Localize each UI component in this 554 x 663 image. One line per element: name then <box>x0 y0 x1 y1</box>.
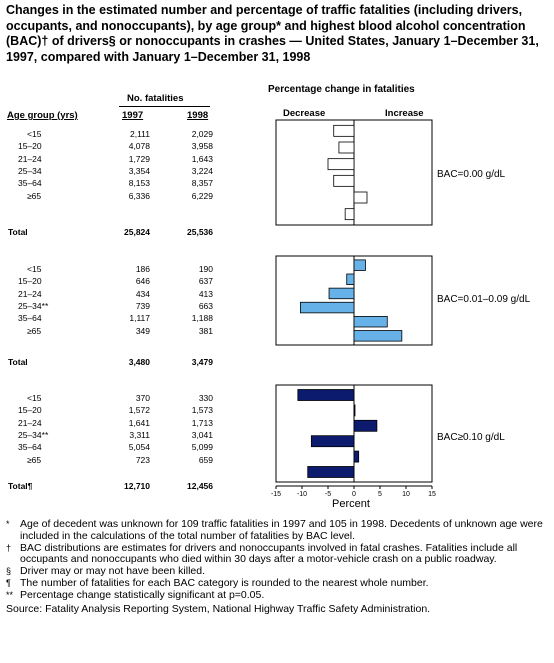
age-cell: 15–20 <box>18 276 42 287</box>
bar-3-4 <box>311 436 354 447</box>
value-1998-cell: 330 <box>198 393 213 403</box>
value-1997-cell: 723 <box>135 454 150 465</box>
footnote-5: ** Percentage change statistically significant at p=0.05. <box>6 588 265 601</box>
x-tick-label: 0 <box>352 491 356 498</box>
bar-3-1 <box>298 390 354 401</box>
total-1998-cell: 3,479 <box>191 357 213 367</box>
value-1998-cell: 1,573 <box>191 405 213 416</box>
age-cell: <15 <box>27 264 42 274</box>
bar-1-2 <box>339 142 354 153</box>
bar-2-6 <box>354 331 402 342</box>
value-1997-cell: 5,054 <box>128 442 150 453</box>
value-1997-cell: 6,336 <box>128 190 150 201</box>
age-cell: ≥65 <box>27 190 42 201</box>
bar-1-1 <box>334 125 354 136</box>
value-1998-cell: 663 <box>198 300 213 311</box>
bar-1-6 <box>345 209 354 220</box>
age-cell: 35–64 <box>18 313 42 324</box>
bar-2-1 <box>354 260 365 271</box>
value-1998-cell: 1,713 <box>191 417 213 428</box>
x-tick-label: -5 <box>324 491 332 498</box>
age-cell: ≥65 <box>27 454 42 465</box>
value-1997-cell: 739 <box>135 300 150 311</box>
year-1998-header: 1998 <box>187 110 209 121</box>
age-cell: 21–24 <box>18 153 42 164</box>
total-1998-cell: 25,536 <box>187 227 213 237</box>
footnote-2: † BAC distributions are estimates for drivers and nonoccupants involved in fatal crashes. Fatalities include all occupants and nonoccupants who died within 30 days after a motor-vehicle crash on a public roadway. <box>6 541 518 566</box>
bar-3-3 <box>354 420 377 431</box>
value-1998-cell: 1,188 <box>191 313 213 324</box>
age-cell: ≥65 <box>27 325 42 336</box>
x-tick-label: -15 <box>270 491 282 498</box>
value-1997-cell: 186 <box>135 264 150 274</box>
value-1997-cell: 8,153 <box>128 178 150 189</box>
x-tick-label: 10 <box>402 491 410 498</box>
age-cell: 21–24 <box>18 288 42 299</box>
value-1998-cell: 659 <box>198 454 213 465</box>
age-cell: 25–34** <box>18 300 49 311</box>
source-note: Source: Fatality Analysis Reporting System, National Highway Traffic Safety Administration. <box>6 602 431 615</box>
value-1998-cell: 8,357 <box>191 178 213 189</box>
footnote-1: * Age of decedent was unknown for 109 traffic fatalities in 1997 and 105 in 1998. Decedents of unknown age were included in the calculations of the total number of fatalities by BAC level. <box>6 518 543 542</box>
value-1997-cell: 3,354 <box>128 165 150 176</box>
x-tick-label: 5 <box>378 491 382 498</box>
value-1998-cell: 381 <box>198 325 213 336</box>
bar-1-3 <box>328 159 354 170</box>
value-1997-cell: 646 <box>135 276 150 287</box>
value-1998-cell: 3,958 <box>191 141 213 152</box>
age-cell: 21–24 <box>18 417 42 428</box>
value-1997-cell: 1,572 <box>128 405 150 416</box>
value-1997-cell: 1,729 <box>128 153 150 164</box>
increase-label: Increase <box>385 108 424 119</box>
total-1997-cell: 25,824 <box>124 227 150 237</box>
age-cell: 25–34** <box>18 429 49 440</box>
value-1997-cell: 370 <box>135 393 150 403</box>
value-1997-cell: 1,117 <box>129 313 150 324</box>
value-1997-cell: 2,111 <box>129 129 150 139</box>
value-1998-cell: 5,099 <box>191 442 213 453</box>
fatalities-header: No. fatalities <box>127 93 184 104</box>
series-label: BAC=0.00 g/dL <box>437 169 506 180</box>
total-label: Total <box>8 227 28 237</box>
footnote-3: § Driver may or may not have been killed. <box>6 565 205 578</box>
total-label: Total <box>8 357 28 367</box>
total-1997-cell: 3,480 <box>128 357 150 367</box>
page-title: Changes in the estimated number and percentage of traffic fatalities (including drivers, occupants, and nonoccupants), by age group* and highest blood alcohol concentration (BAC)† of drivers§ or nonoccupants in crashes — United States, January 1–December 31, 1997, compared with January 1–December 31, 1998 <box>6 3 539 64</box>
bar-3-2 <box>354 405 355 416</box>
bar-2-2 <box>347 274 354 285</box>
bar-2-3 <box>329 288 354 299</box>
age-cell: <15 <box>27 393 42 403</box>
age-cell: 15–20 <box>18 141 42 152</box>
decrease-label: Decrease <box>283 108 326 119</box>
x-axis-label: Percent <box>332 498 370 510</box>
age-cell: 15–20 <box>18 405 42 416</box>
value-1998-cell: 3,041 <box>191 429 213 440</box>
value-1997-cell: 434 <box>135 288 150 299</box>
value-1998-cell: 3,224 <box>191 165 213 176</box>
total-label: Total¶ <box>8 481 33 491</box>
total-1997-cell: 12,710 <box>124 481 150 491</box>
value-1997-cell: 4,078 <box>128 141 150 152</box>
series-label: BAC≥0.10 g/dL <box>437 432 505 443</box>
footnote-4: ¶ The number of fatalities for each BAC category is rounded to the nearest whole number. <box>6 576 429 589</box>
bar-1-4 <box>334 175 354 186</box>
value-1998-cell: 6,229 <box>191 190 213 201</box>
value-1998-cell: 2,029 <box>191 129 213 139</box>
age-cell: 35–64 <box>18 178 42 189</box>
value-1998-cell: 413 <box>198 288 213 299</box>
bar-3-6 <box>308 466 354 477</box>
bar-2-4 <box>300 302 354 313</box>
age-cell: 35–64 <box>18 442 42 453</box>
value-1997-cell: 349 <box>135 325 150 336</box>
age-cell: <15 <box>27 129 42 139</box>
total-1998-cell: 12,456 <box>187 481 213 491</box>
value-1998-cell: 637 <box>198 276 213 287</box>
footnotes <box>6 519 551 615</box>
bar-2-5 <box>354 316 387 327</box>
bar-1-5 <box>354 192 367 203</box>
value-1997-cell: 1,641 <box>128 417 150 428</box>
value-1997-cell: 3,311 <box>129 429 150 440</box>
value-1998-cell: 1,643 <box>191 153 213 164</box>
x-tick-label: 15 <box>428 491 436 498</box>
series-label: BAC=0.01–0.09 g/dL <box>437 294 531 305</box>
age-cell: 25–34 <box>18 165 42 176</box>
chart-title: Percentage change in fatalities <box>268 84 415 95</box>
x-tick-label: -10 <box>296 491 308 498</box>
year-1997-header: 1997 <box>122 110 144 121</box>
age-group-header: Age group (yrs) <box>7 110 78 121</box>
value-1998-cell: 190 <box>198 264 213 274</box>
bar-3-5 <box>354 451 359 462</box>
